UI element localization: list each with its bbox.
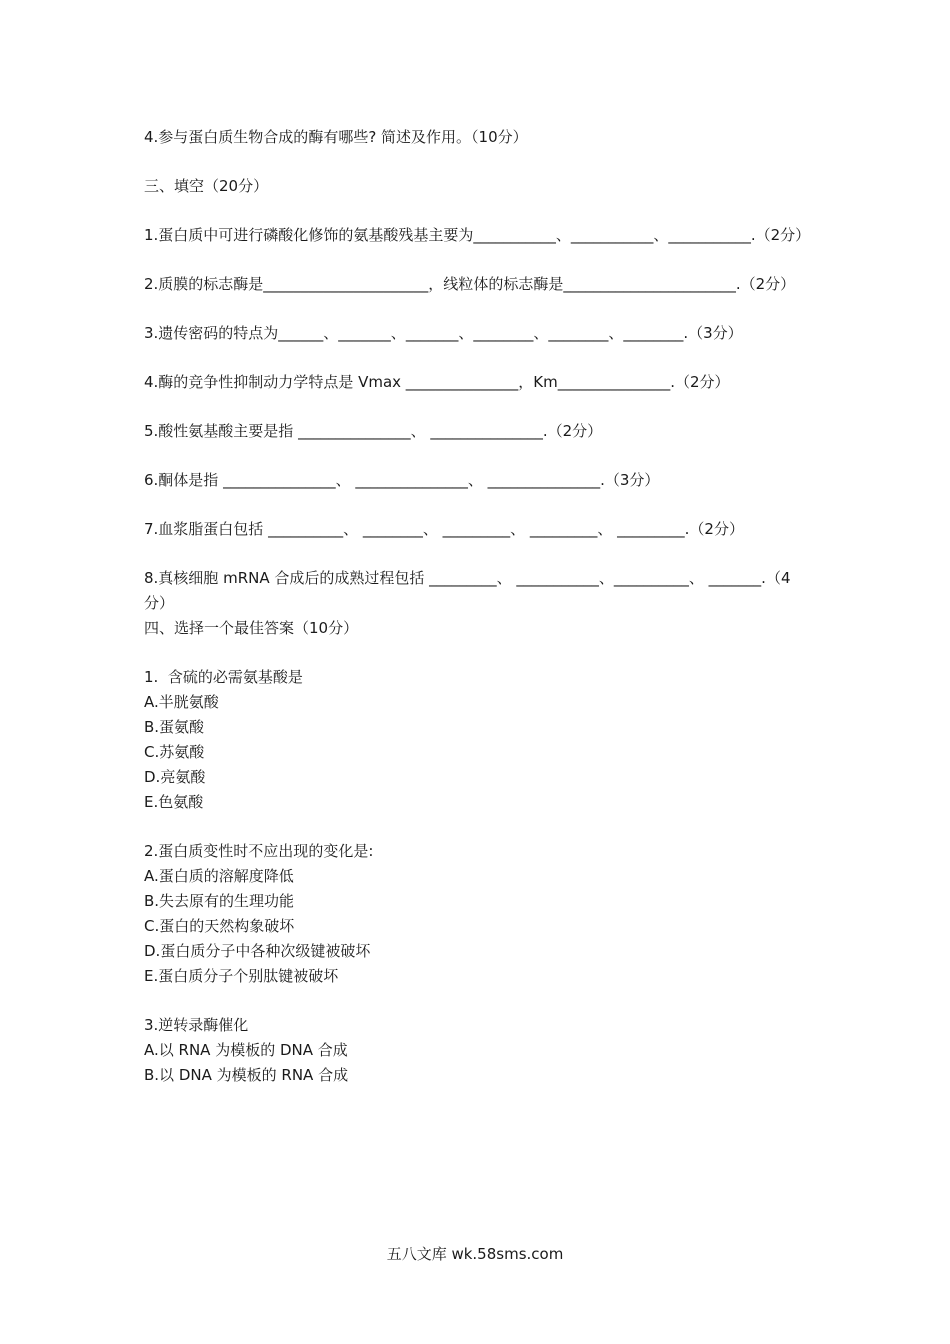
fill-item-8: 8.真核细胞 mRNA 合成后的成熟过程包括 _________、 ___________、__________、 _______.（4分） [144, 569, 791, 612]
mcq-option: A.以 RNA 为模板的 DNA 合成 [144, 1041, 348, 1059]
section-3-heading: 三、填空（20分） [144, 177, 269, 195]
fill-item-2: 2.质膜的标志酶是______________________，线粒体的标志酶是_______________________.（2分） [144, 275, 796, 293]
mcq-stem: 2.蛋白质变性时不应出现的变化是: [144, 842, 374, 860]
mcq-2 [144, 839, 808, 989]
fill-item-1: 1.蛋白质中可进行磷酸化修饰的氨基酸残基主要为___________、___________、___________.（2分） [144, 226, 811, 244]
mcq-option: C.蛋白的天然构象破坏 [144, 917, 295, 935]
mcq-stem: 1. 含硫的必需氨基酸是 [144, 668, 303, 686]
fill-item-6: 6.酮体是指 _______________、 _______________、 _______________.（3分） [144, 471, 660, 489]
fill-item-7: 7.血浆脂蛋白包括 __________、 ________、 _________、 _________、 _________.（2分） [144, 520, 744, 538]
mcq-option: A.半胱氨酸 [144, 693, 219, 711]
mcq-option: B.以 DNA 为模板的 RNA 合成 [144, 1066, 349, 1084]
mcq-option: B.蛋氨酸 [144, 718, 205, 736]
mcq-option: A.蛋白质的溶解度降低 [144, 867, 294, 885]
question-4-text: 4.参与蛋白质生物合成的酶有哪些? 简述及作用。（10分） [144, 128, 528, 146]
mcq-1 [144, 665, 808, 815]
document-body [144, 125, 811, 1088]
mcq-option: D.亮氨酸 [144, 768, 206, 786]
mcq-option: C.苏氨酸 [144, 743, 205, 761]
footer-watermark: 五八文库 wk.58sms.com [386, 1245, 564, 1263]
mcq-option: B.失去原有的生理功能 [144, 892, 295, 910]
mcq-stem: 3.逆转录酶催化 [144, 1016, 249, 1034]
fill-item-3: 3.遗传密码的特点为______、_______、_______、________、________、________.（3分） [144, 324, 743, 342]
fill-item-4: 4.酶的竞争性抑制动力学特点是 Vmax _______________，Km_______________.（2分） [144, 373, 730, 391]
mcq-3 [144, 1013, 808, 1088]
mcq-option: E.色氨酸 [144, 793, 204, 811]
fill-item-5: 5.酸性氨基酸主要是指 _______________、 _______________.（2分） [144, 422, 603, 440]
mcq-option: D.蛋白质分子中各种次级键被破坏 [144, 942, 371, 960]
mcq-option: E.蛋白质分子个别肽键被破坏 [144, 967, 339, 985]
section-4-heading: 四、选择一个最佳答案（10分） [144, 619, 359, 637]
